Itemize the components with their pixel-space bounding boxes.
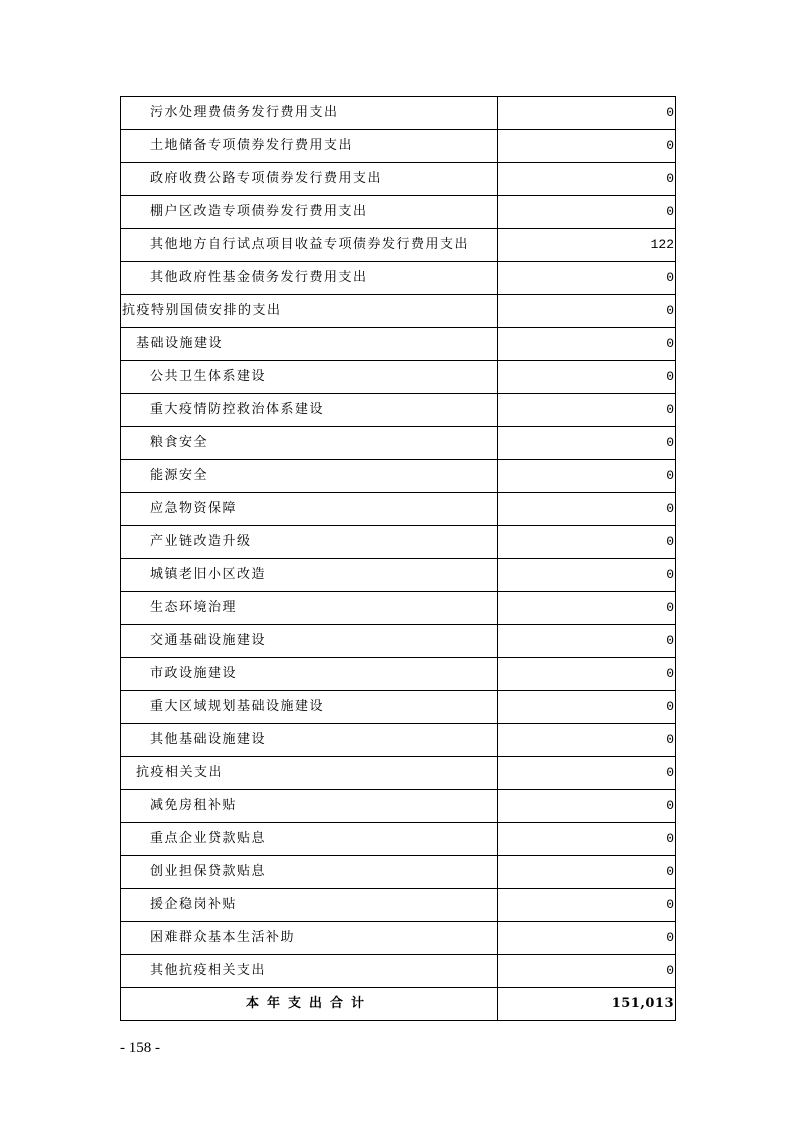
table-row (121, 328, 676, 361)
table-row (121, 757, 676, 790)
row-value: 0 (498, 955, 676, 988)
table-row (121, 691, 676, 724)
row-label: 产业链改造升级 (121, 526, 498, 559)
row-label: 棚户区改造专项债券发行费用支出 (121, 196, 498, 229)
row-value: 0 (498, 823, 676, 856)
table-row (121, 658, 676, 691)
page-number: - 158 - (120, 1040, 160, 1056)
table-row (121, 592, 676, 625)
row-value: 0 (498, 724, 676, 757)
row-value: 0 (498, 922, 676, 955)
table-row (121, 295, 676, 328)
total-label: 本年支出合计 (121, 988, 498, 1021)
row-value: 0 (498, 493, 676, 526)
row-label: 城镇老旧小区改造 (121, 559, 498, 592)
table-row (121, 163, 676, 196)
row-value: 0 (498, 559, 676, 592)
row-value: 0 (498, 97, 676, 130)
table-row (121, 229, 676, 262)
row-value: 0 (498, 328, 676, 361)
row-label: 创业担保贷款贴息 (121, 856, 498, 889)
row-label: 污水处理费债务发行费用支出 (121, 97, 498, 130)
table-row (121, 460, 676, 493)
row-label: 重大区域规划基础设施建设 (121, 691, 498, 724)
row-value: 0 (498, 295, 676, 328)
row-label: 援企稳岗补贴 (121, 889, 498, 922)
row-label: 其他政府性基金债务发行费用支出 (121, 262, 498, 295)
table-row (121, 130, 676, 163)
row-label: 公共卫生体系建设 (121, 361, 498, 394)
row-label: 粮食安全 (121, 427, 498, 460)
table-row (121, 196, 676, 229)
table-row (121, 394, 676, 427)
row-value: 0 (498, 757, 676, 790)
table-body (121, 97, 676, 1021)
table-row (121, 955, 676, 988)
table-row (121, 823, 676, 856)
table-row (121, 493, 676, 526)
table-row (121, 625, 676, 658)
table-row (121, 889, 676, 922)
table-row (121, 526, 676, 559)
row-value: 0 (498, 394, 676, 427)
row-label: 抗疫相关支出 (121, 757, 498, 790)
row-label: 政府收费公路专项债券发行费用支出 (121, 163, 498, 196)
table-row (121, 427, 676, 460)
row-value: 0 (498, 262, 676, 295)
row-value: 0 (498, 658, 676, 691)
row-value: 0 (498, 427, 676, 460)
row-label: 基础设施建设 (121, 328, 498, 361)
row-value: 0 (498, 691, 676, 724)
row-label: 其他抗疫相关支出 (121, 955, 498, 988)
row-value: 0 (498, 856, 676, 889)
table-row (121, 922, 676, 955)
row-value: 0 (498, 889, 676, 922)
row-value: 0 (498, 196, 676, 229)
row-label: 重大疫情防控救治体系建设 (121, 394, 498, 427)
row-label: 土地储备专项债券发行费用支出 (121, 130, 498, 163)
row-label: 能源安全 (121, 460, 498, 493)
row-label: 重点企业贷款贴息 (121, 823, 498, 856)
row-label: 困难群众基本生活补助 (121, 922, 498, 955)
row-label: 减免房租补贴 (121, 790, 498, 823)
row-value: 0 (498, 526, 676, 559)
table-row (121, 856, 676, 889)
total-value: 151,013 (498, 988, 676, 1021)
row-value: 0 (498, 592, 676, 625)
row-label: 其他基础设施建设 (121, 724, 498, 757)
table-row (121, 97, 676, 130)
row-label: 应急物资保障 (121, 493, 498, 526)
row-value: 0 (498, 625, 676, 658)
table-row (121, 559, 676, 592)
row-label: 生态环境治理 (121, 592, 498, 625)
row-label: 市政设施建设 (121, 658, 498, 691)
row-value: 0 (498, 460, 676, 493)
table-row (121, 724, 676, 757)
row-value: 0 (498, 130, 676, 163)
row-value: 122 (498, 229, 676, 262)
row-value: 0 (498, 163, 676, 196)
table-row (121, 790, 676, 823)
row-label: 抗疫特别国债安排的支出 (121, 295, 498, 328)
row-value: 0 (498, 361, 676, 394)
total-row (121, 988, 676, 1021)
table-row (121, 361, 676, 394)
row-value: 0 (498, 790, 676, 823)
row-label: 其他地方自行试点项目收益专项债券发行费用支出 (121, 229, 498, 262)
row-label: 交通基础设施建设 (121, 625, 498, 658)
expenditure-table (120, 96, 676, 1021)
table-row (121, 262, 676, 295)
